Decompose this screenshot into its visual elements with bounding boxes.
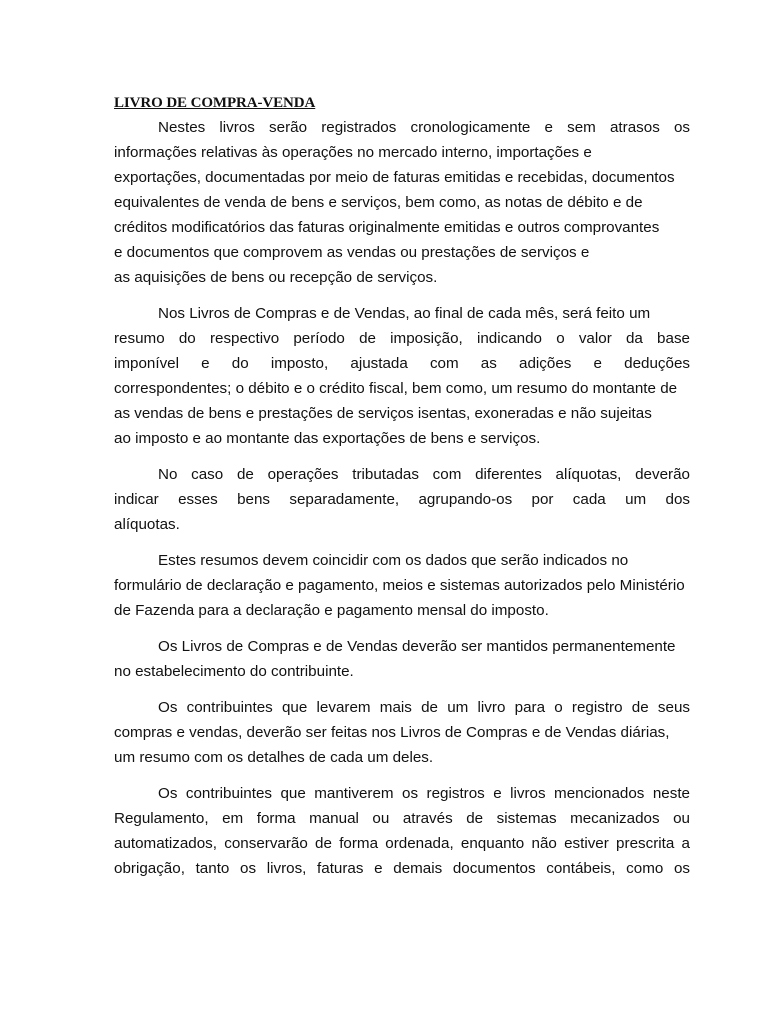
text-line: alíquotas. [114, 516, 180, 533]
paragraph [114, 115, 690, 290]
text-line: Os Livros de Compras e de Vendas deverão ser mantidos permanentemente [158, 638, 676, 655]
text-line: Os contribuintes que levarem mais de um livro para o registro de seus [158, 699, 690, 716]
text-line: as vendas de bens e prestações de serviços isentas, exoneradas e não sujeitas [114, 405, 652, 422]
paragraph [114, 695, 690, 770]
text-line: e documentos que comprovem as vendas ou prestações de serviços e [114, 244, 590, 261]
text-line: ao imposto e ao montante das exportações de bens e serviços. [114, 430, 541, 447]
text-line: informações relativas às operações no mercado interno, importações e [114, 144, 592, 161]
text-line: Os contribuintes que mantiverem os registros e livros mencionados neste [158, 785, 690, 802]
text-line: automatizados, conservarão de forma ordenada, enquanto não estiver prescrita a [114, 835, 690, 852]
text-line: de Fazenda para a declaração e pagamento mensal do imposto. [114, 602, 549, 619]
text-line: imponível e do imposto, ajustada com as adições e deduções [114, 355, 690, 372]
text-line: correspondentes; o débito e o crédito fiscal, bem como, um resumo do montante de [114, 380, 678, 397]
text-line: obrigação, tanto os livros, faturas e demais documentos contábeis, como os [114, 860, 690, 877]
document-page [114, 93, 690, 892]
text-line: Nos Livros de Compras e de Vendas, ao final de cada mês, será feito um [158, 305, 651, 322]
paragraph [114, 781, 690, 881]
paragraph [114, 548, 690, 623]
text-line: exportações, documentadas por meio de faturas emitidas e recebidas, documentos [114, 169, 675, 186]
document-body [114, 115, 690, 881]
text-line: Nestes livros serão registrados cronologicamente e sem atrasos os [158, 119, 690, 136]
text-line: créditos modificatórios das faturas originalmente emitidas e outros comprovantes [114, 219, 660, 236]
text-line: indicar esses bens separadamente, agrupando-os por cada um dos [114, 491, 690, 508]
paragraph [114, 462, 690, 537]
text-line: equivalentes de venda de bens e serviços, bem como, as notas de débito e de [114, 194, 643, 211]
paragraph [114, 634, 690, 684]
text-line: Regulamento, em forma manual ou através de sistemas mecanizados ou [114, 810, 690, 827]
text-line: Estes resumos devem coincidir com os dados que serão indicados no [158, 552, 629, 569]
text-line: um resumo com os detalhes de cada um deles. [114, 749, 434, 766]
text-line: as aquisições de bens ou recepção de serviços. [114, 269, 438, 286]
text-line: No caso de operações tributadas com diferentes alíquotas, deverão [158, 466, 690, 483]
text-line: compras e vendas, deverão ser feitas nos Livros de Compras e de Vendas diárias, [114, 724, 670, 741]
text-line: formulário de declaração e pagamento, meios e sistemas autorizados pelo Ministério [114, 577, 685, 594]
text-line: resumo do respectivo período de imposição, indicando o valor da base [114, 330, 690, 347]
document-title: LIVRO DE COMPRA-VENDA [114, 95, 316, 111]
paragraph [114, 301, 690, 451]
text-line: no estabelecimento do contribuinte. [114, 663, 354, 680]
